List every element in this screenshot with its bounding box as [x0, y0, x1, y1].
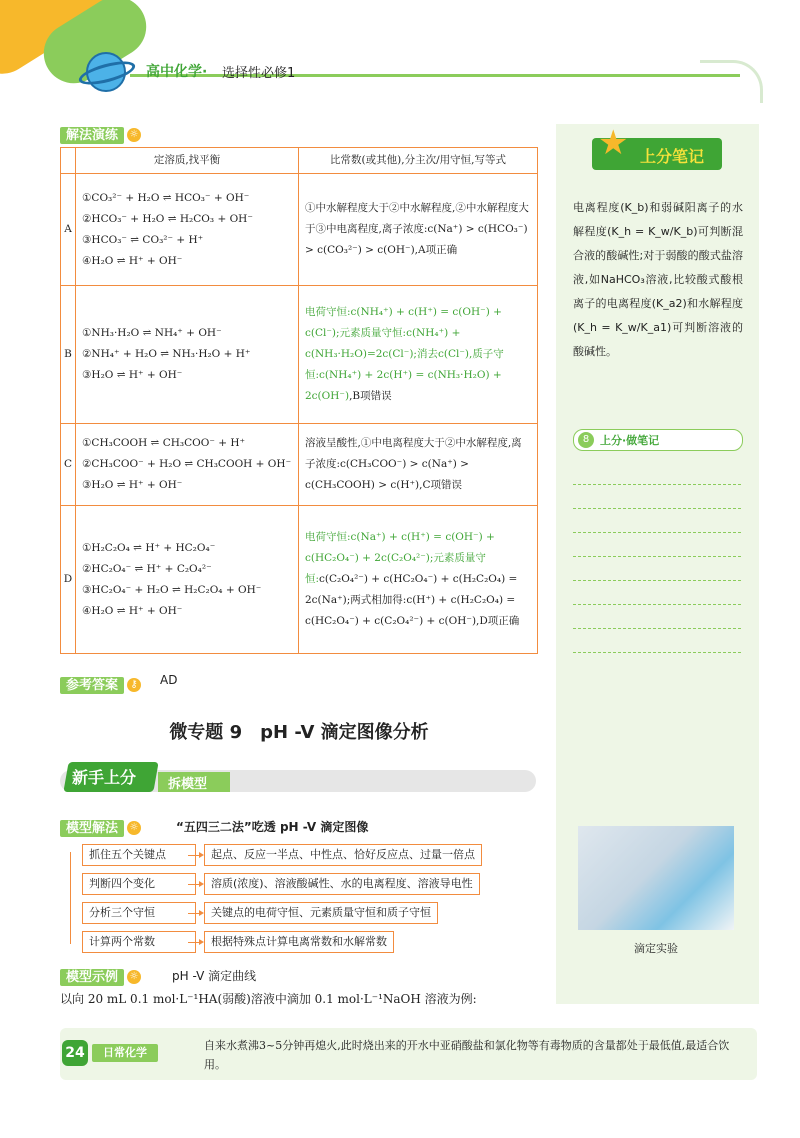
footer-text: 自来水煮沸3~5分钟再熄火,此时烧出来的开水中亚硝酸盐和氯化物等有毒物质的含量都处于最低值,最适合饮用。 [204, 1039, 730, 1071]
method-desc: 溶质(浓度)、溶液酸碱性、水的电离程度、溶液导电性 [204, 873, 480, 895]
mass-conservation: 元素质量守恒:c(NH₄⁺) + c(NH₃·H₂O)=2c(Cl⁻);消去c(Cl⁻), [305, 327, 473, 360]
pill-label: 上分·做笔记 [600, 434, 660, 447]
star-icon: ★ [598, 123, 629, 163]
equation: ②HC₂O₄⁻ ⇌ H⁺ + C₂O₄²⁻ [82, 562, 212, 575]
header-curve [700, 60, 763, 103]
practice-tag-label: 解法演练 [60, 127, 124, 144]
equation: ①CO₃²⁻ + H₂O ⇌ HCO₃⁻ + OH⁻ [82, 191, 250, 204]
equation: ③H₂O ⇌ H⁺ + OH⁻ [82, 369, 183, 381]
equation: ③HC₂O₄⁻ + H₂O ⇌ H₂C₂O₄ + OH⁻ [82, 583, 262, 596]
conclusion: ,B项错误 [349, 390, 392, 402]
method-tag [60, 817, 141, 836]
analysis-cell [299, 286, 538, 424]
solution-table [60, 147, 538, 654]
note-line [573, 628, 741, 629]
column-header: 定溶质,找平衡 [76, 148, 299, 174]
pill-number: 8 [578, 432, 594, 448]
equation: ③H₂O ⇌ H⁺ + OH⁻ [82, 479, 183, 491]
note-line [573, 652, 741, 653]
method-tag-label: 模型解法 [60, 820, 124, 837]
side-note: 电离程度(K_b)和弱碱阳离子的水解程度(K_h = K_w/K_b)可判断混合液的酸碱性;对于弱酸的酸式盐溶液,如NaHCO₃溶液,比较酸式酸根离子的电离程度(K_a2)和水解程度(K_h = K_w/K_a1)可判断溶液的酸碱性。 [573, 201, 743, 358]
equation: ④H₂O ⇌ H⁺ + OH⁻ [82, 604, 183, 617]
example-title: pH -V 滴定曲线 [172, 969, 257, 983]
sun-icon: ☼ [127, 970, 141, 984]
method-desc: 根据特殊点计算电离常数和水解常数 [204, 931, 394, 953]
method-label: 计算两个常数 [82, 931, 196, 953]
method-connector [70, 852, 71, 944]
answer-value: AD [160, 673, 178, 687]
conclusion: ,D项正确 [476, 615, 520, 627]
note-badge-label: 上分笔记 [640, 147, 705, 166]
practice-tag [60, 124, 141, 143]
arrow-icon [188, 884, 202, 885]
method-label: 抓住五个关键点 [82, 844, 196, 866]
arrow-icon [188, 913, 202, 914]
equation: ②NH₄⁺ + H₂O ⇌ NH₃·H₂O + H⁺ [82, 348, 251, 360]
titration-photo [578, 826, 734, 930]
option-label: B [61, 286, 76, 424]
option-label: C [61, 424, 76, 506]
answer-tag-label: 参考答案 [60, 677, 124, 694]
equation: ①NH₃·H₂O ⇌ NH₄⁺ + OH⁻ [82, 327, 222, 339]
method-label: 判断四个变化 [82, 873, 196, 895]
option-label: A [61, 174, 76, 286]
sun-icon: ☼ [127, 821, 141, 835]
table-row [61, 506, 538, 654]
note-line [573, 580, 741, 581]
arrow-icon [188, 942, 202, 943]
photo-caption: 滴定实验 [634, 942, 678, 955]
answer-tag [60, 674, 141, 693]
analysis-cell [299, 174, 538, 286]
note-line [573, 556, 741, 557]
proton-conservation: 质子守恒:c(NH₄⁺) + 2c(H⁺) = c(NH₃·H₂O) + 2c(OH⁻) [305, 348, 504, 402]
header-subject: 高中化学· [146, 64, 208, 80]
table-header-row [61, 148, 538, 174]
topic-title: 微专题 9 pH -V 滴定图像分析 [169, 722, 429, 743]
banner-main: 新手上分 [72, 768, 137, 787]
example-tag [60, 966, 141, 985]
table-row [61, 424, 538, 506]
equilibria-cell [76, 174, 299, 286]
example-tag-label: 模型示例 [60, 969, 124, 986]
sun-icon: ☼ [127, 128, 141, 142]
note-line [573, 508, 741, 509]
analysis-cell [299, 506, 538, 654]
equation: ①H₂C₂O₄ ⇌ H⁺ + HC₂O₄⁻ [82, 541, 216, 554]
equilibria-cell [76, 286, 299, 424]
note-line [573, 532, 741, 533]
equation: ①CH₃COOH ⇌ CH₃COO⁻ + H⁺ [82, 437, 246, 449]
combined-equation: c(C₂O₄²⁻) + c(HC₂O₄⁻) + c(H₂C₂O₄) = 2c(Na⁺);两式相加得:c(H⁺) + c(H₂C₂O₄) = c(HC₂O₄⁻) + c(C₂O₄²⁻) + c(OH⁻) [305, 573, 518, 627]
equation: ④H₂O ⇌ H⁺ + OH⁻ [82, 254, 183, 267]
banner-sub: 拆模型 [168, 777, 208, 792]
table-row [61, 174, 538, 286]
example-line: 以向 20 mL 0.1 mol·L⁻¹HA(弱酸)溶液中滴加 0.1 mol·L⁻¹NaOH 溶液为例: [60, 992, 477, 1006]
equation: ②CH₃COO⁻ + H₂O ⇌ CH₃COOH + OH⁻ [82, 458, 292, 470]
method-desc: 关键点的电荷守恒、元素质量守恒和质子守恒 [204, 902, 438, 924]
mass-conservation: 元素质量守恒: [305, 552, 486, 585]
header-book: 选择性必修1 [222, 66, 296, 81]
method-desc: 起点、反应一半点、中性点、恰好反应点、过量一倍点 [204, 844, 482, 866]
option-label: D [61, 506, 76, 654]
analysis-text: 溶液呈酸性,①中电离程度大于②中水解程度,离子浓度:c(CH₃COO⁻) > c(Na⁺) > c(CH₃COOH) > c(H⁺),C项错误 [305, 437, 522, 491]
key-icon: ⚷ [127, 678, 141, 692]
analysis-cell [299, 424, 538, 506]
method-title: “五四三二法”吃透 pH -V 滴定图像 [176, 820, 369, 834]
method-label: 分析三个守恒 [82, 902, 196, 924]
equilibria-cell [76, 506, 299, 654]
column-header: 比常数(或其他),分主次/用守恒,写等式 [299, 148, 538, 174]
equilibria-cell [76, 424, 299, 506]
equation: ③HCO₃⁻ ⇌ CO₃²⁻ + H⁺ [82, 233, 204, 246]
charge-conservation: 电荷守恒:c(NH₄⁺) + c(H⁺) = c(OH⁻) + c(Cl⁻); [305, 306, 502, 339]
analysis-text: ①中水解程度大于②中水解程度,②中水解程度大于③中电离程度,离子浓度:c(Na⁺) > c(HCO₃⁻) > c(CO₃²⁻) > c(OH⁻),A项正确 [305, 202, 529, 256]
charge-conservation: 电荷守恒:c(Na⁺) + c(H⁺) = c(OH⁻) + c(HC₂O₄⁻) + 2c(C₂O₄²⁻); [305, 531, 495, 564]
equation: ②HCO₃⁻ + H₂O ⇌ H₂CO₃ + OH⁻ [82, 212, 253, 225]
note-line [573, 484, 741, 485]
table-row [61, 286, 538, 424]
note-line [573, 604, 741, 605]
page-number: 24 [62, 1040, 88, 1066]
arrow-icon [188, 855, 202, 856]
footer-tag: 日常化学 [92, 1044, 158, 1062]
